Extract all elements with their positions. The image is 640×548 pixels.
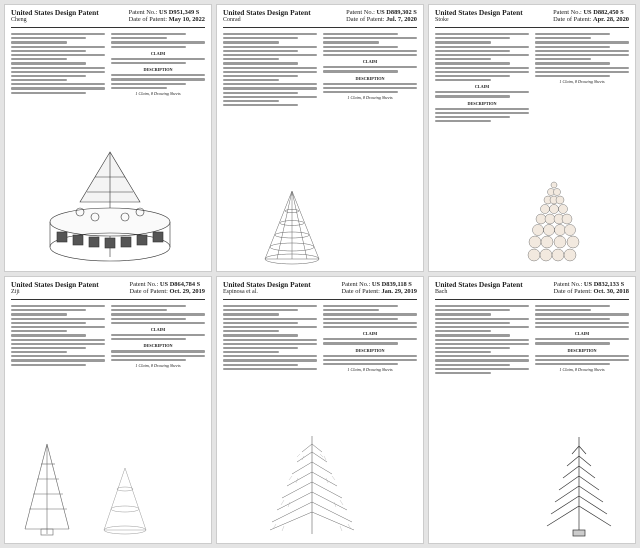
patent-header (435, 9, 629, 24)
patent-page-6[interactable] (428, 276, 636, 544)
patent-page-2[interactable] (216, 4, 424, 272)
patent-date: Jan. 29, 2019 (381, 288, 417, 295)
tree-figure-fir-branches (262, 434, 362, 539)
left-column (435, 303, 529, 376)
tree-figure-wire-frame (17, 439, 87, 539)
patent-page-3[interactable] (428, 4, 636, 272)
figure-caption: 1 Claim, 8 Drawing Sheets (559, 79, 605, 85)
right-column (323, 31, 417, 108)
figure-caption: 1 Claim, 8 Drawing Sheets (347, 367, 393, 373)
left-column (11, 303, 105, 368)
left-column (223, 31, 317, 108)
patent-page-1[interactable] (4, 4, 212, 272)
inventor-name: Conrad (223, 17, 241, 23)
tree-figure-bare-branches (539, 434, 619, 539)
patent-date: Oct. 30, 2018 (593, 288, 629, 295)
date-label: Date of Patent: (341, 288, 380, 295)
inventor-name: Ziji (11, 289, 20, 295)
patent-date: Oct. 29, 2019 (169, 288, 205, 295)
inventor-name: Espinosa et al. (223, 289, 258, 295)
patent-no-label: Patent No.: (129, 281, 159, 288)
figure-caption: 1 Claim, 8 Drawing Sheets (347, 95, 393, 101)
claim-heading: CLAIM (574, 331, 590, 337)
patent-number: US D889,302 S (376, 9, 417, 16)
patent-title: United States Design Patent (435, 8, 523, 17)
patent-title: United States Design Patent (11, 8, 99, 17)
figure-caption: 1 Claim, 8 Drawing Sheets (135, 362, 181, 368)
patent-no-label: Patent No.: (341, 281, 371, 288)
patent-header (223, 281, 417, 296)
patent-header (435, 281, 629, 296)
patent-number: US D832,133 S (583, 281, 625, 288)
patent-page-4[interactable] (4, 276, 212, 544)
date-label: Date of Patent: (346, 16, 385, 23)
patent-page-5[interactable] (216, 276, 424, 544)
tree-figure-bauble-cone (524, 177, 584, 267)
claim-heading: CLAIM (474, 84, 490, 90)
patent-header (11, 281, 205, 296)
header-rule (435, 299, 629, 300)
right-column (111, 303, 205, 368)
header-rule (223, 299, 417, 300)
tree-figure-wire-frame-side (100, 464, 150, 539)
description-heading: DESCRIPTION (467, 100, 497, 106)
claim-heading: CLAIM (150, 326, 166, 332)
header-rule (11, 299, 205, 300)
patent-title: United States Design Patent (11, 280, 99, 289)
patent-number: US D951,349 S (159, 9, 200, 16)
inventor-name: Cheng (11, 17, 27, 23)
inventor-name: Bach (435, 289, 448, 295)
inventor-name: Stoke (435, 17, 449, 23)
description-heading: DESCRIPTION (143, 67, 173, 73)
right-column (535, 303, 629, 376)
left-column (435, 31, 529, 124)
right-column (535, 31, 629, 124)
header-rule (223, 27, 417, 28)
patent-title: United States Design Patent (223, 8, 311, 17)
description-heading: DESCRIPTION (355, 75, 385, 81)
header-rule (435, 27, 629, 28)
patent-no-label: Patent No.: (346, 9, 375, 16)
claim-heading: CLAIM (150, 50, 166, 56)
patent-number: US D882,450 S (583, 9, 624, 16)
date-label: Date of Patent: (553, 288, 592, 295)
left-column (223, 303, 317, 372)
patent-date: May 10, 2022 (168, 16, 205, 23)
figure-caption: 1 Claim, 8 Drawing Sheets (559, 367, 605, 373)
patent-date: Apr. 28, 2020 (593, 16, 629, 23)
patent-title: United States Design Patent (435, 280, 523, 289)
figure-caption: 1 Claim, 8 Drawing Sheets (135, 90, 181, 96)
patent-no-label: Patent No.: (553, 281, 583, 288)
patent-number: US D864,784 S (159, 281, 201, 288)
description-heading: DESCRIPTION (567, 347, 597, 353)
right-column (111, 31, 205, 96)
date-label: Date of Patent: (129, 288, 168, 295)
description-heading: DESCRIPTION (143, 343, 173, 349)
patent-header (11, 9, 205, 24)
right-column (323, 303, 417, 372)
claim-heading: CLAIM (362, 331, 378, 337)
tree-figure-carousel (35, 147, 185, 267)
patent-no-label: Patent No.: (128, 9, 158, 16)
date-label: Date of Patent: (128, 16, 167, 23)
patent-date: Jul. 7, 2020 (386, 16, 417, 23)
patent-title: United States Design Patent (223, 280, 311, 289)
patent-number: US D839,118 S (371, 281, 412, 288)
patent-header (223, 9, 417, 24)
tree-figure-cone-spiral (257, 187, 327, 267)
date-label: Date of Patent: (553, 16, 592, 23)
header-rule (11, 27, 205, 28)
patent-no-label: Patent No.: (553, 9, 582, 16)
left-column (11, 31, 105, 96)
description-heading: DESCRIPTION (355, 347, 385, 353)
claim-heading: CLAIM (362, 59, 378, 65)
